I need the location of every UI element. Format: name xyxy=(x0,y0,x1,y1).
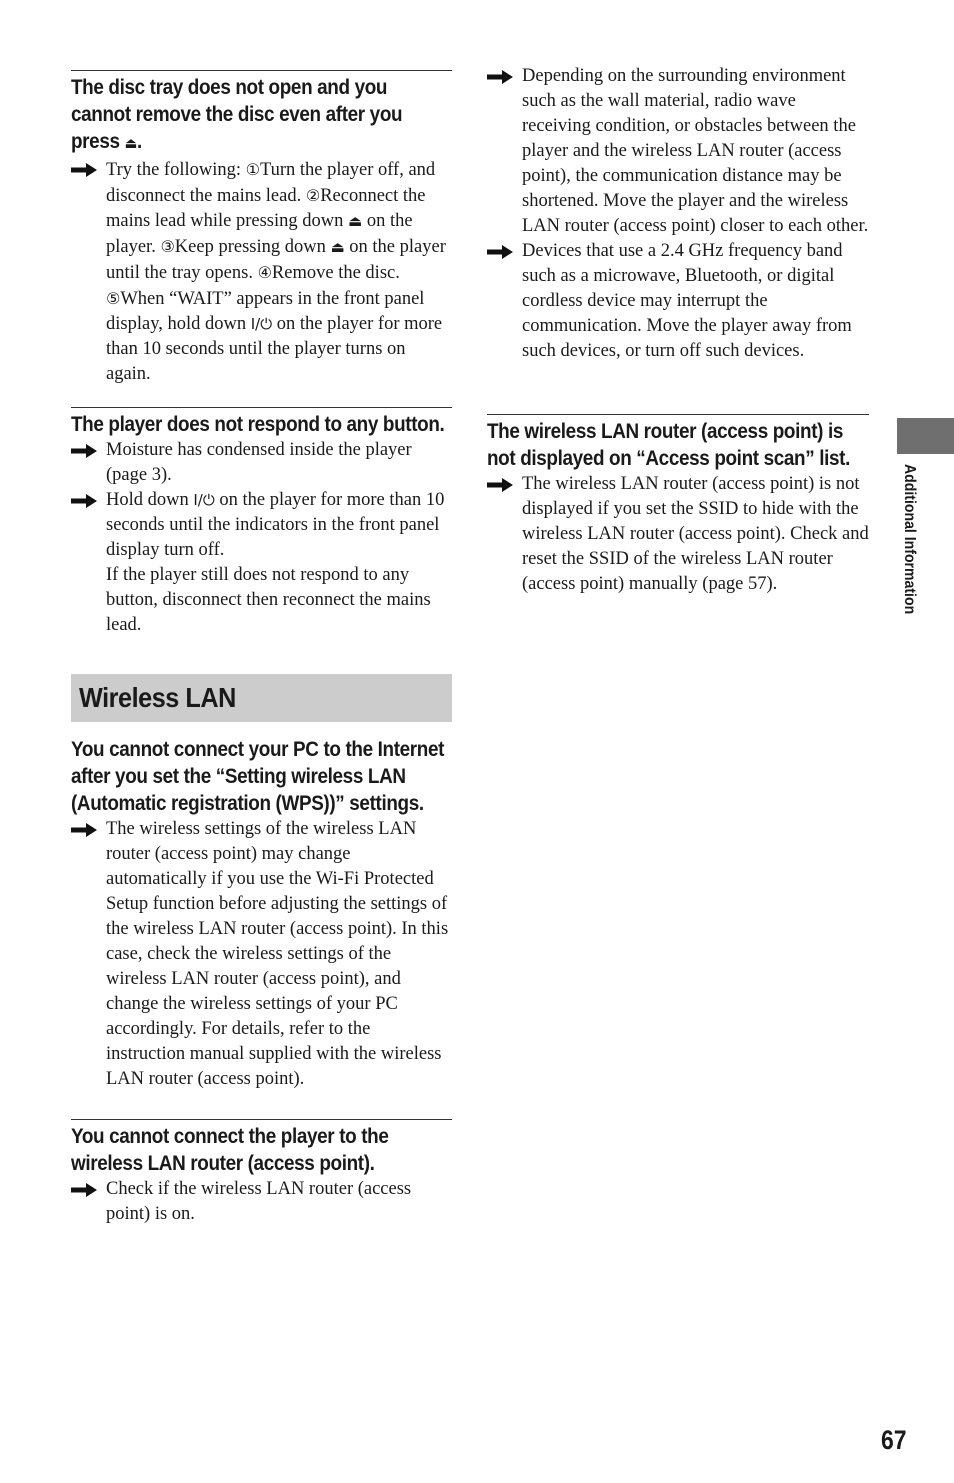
list-item: Devices that use a 2.4 GHz frequency band such as a microwave, Bluetooth, or digital cordless device may interrupt the communication. Move the player away from such devices, or turn off such devices. xyxy=(487,239,869,364)
list-item: Check if the wireless LAN router (access point) is on. xyxy=(71,1177,452,1227)
list-item: Depending on the surrounding environment such as the wall material, radio wave receiving condition, or obstacles between the player and the wireless LAN router (access point), the communication distance may be shortened. Move the player and the wireless LAN router (access point) closer to each other. xyxy=(487,64,869,239)
power-icon: I/⏻ xyxy=(193,491,215,509)
arrow-icon xyxy=(71,443,97,459)
section-heading: You cannot connect your PC to the Internet after you set the “Setting wireless LAN (Automatic registration (WPS))” settings. xyxy=(71,738,445,815)
arrow-icon xyxy=(487,69,513,85)
paragraph: If the player still does not respond to any button, disconnect then reconnect the mains lead. xyxy=(106,565,431,635)
arrow-icon xyxy=(487,244,513,260)
arrow-icon xyxy=(487,477,513,493)
section-rule xyxy=(71,70,452,71)
section-band xyxy=(71,674,452,722)
section-heading: The wireless LAN router (access point) is not displayed on “Access point scan” list. xyxy=(487,420,850,470)
list-item: Try the following: ①Turn the player off, and disconnect the mains lead. ②Reconnect the mains lead while pressing down ⏏ on the player. ③Keep pressing down ⏏ on the player until the tray opens. ④Remove the disc. ⑤When “WAIT” appears in the front panel display, hold down I/⏻ on the player for more than 10 seconds until the player turns on again. xyxy=(71,157,452,387)
section-rule xyxy=(71,1119,452,1120)
arrow-icon xyxy=(71,493,97,509)
arrow-icon xyxy=(71,822,97,838)
side-tab-marker xyxy=(897,418,954,454)
section-rule xyxy=(71,407,452,408)
arrow-icon xyxy=(71,162,97,178)
section-band-title: Wireless LAN xyxy=(79,682,236,713)
eject-icon: ⏏ xyxy=(348,212,363,230)
eject-icon: ⏏ xyxy=(330,238,345,256)
power-icon: I/⏻ xyxy=(250,315,273,333)
section-heading: You cannot connect the player to the wireless LAN router (access point). xyxy=(71,1125,389,1175)
list-item: The wireless settings of the wireless LAN router (access point) may change automatically if you use the Wi-Fi Protected Setup function before adjusting the settings of the wireless LAN router (access point). In this case, check the wireless settings of the wireless LAN router (access point), and change the wireless settings of your PC accordingly. For details, refer to the instruction manual supplied with the wireless LAN router (access point). xyxy=(71,817,452,1092)
list-item: The wireless LAN router (access point) is not displayed if you set the SSID to hide with the wireless LAN router (access point). Check and reset the SSID of the wireless LAN router (access point) manually (page 57). xyxy=(487,472,869,597)
section-rule xyxy=(487,414,869,415)
page-number: 67 xyxy=(881,1425,907,1455)
section-heading: The player does not respond to any button. xyxy=(71,413,445,436)
arrow-icon xyxy=(71,1182,97,1198)
list-item: Moisture has condensed inside the player (page 3). xyxy=(71,438,452,488)
list-item: Hold down I/⏻ on the player for more than 10 seconds until the indicators in the front panel display turn off. xyxy=(71,488,452,563)
section-heading: The disc tray does not open and you cannot remove the disc even after you press ⏏. xyxy=(71,76,403,153)
side-tab-label: Additional Information xyxy=(901,464,918,615)
eject-icon: ⏏ xyxy=(124,134,137,152)
